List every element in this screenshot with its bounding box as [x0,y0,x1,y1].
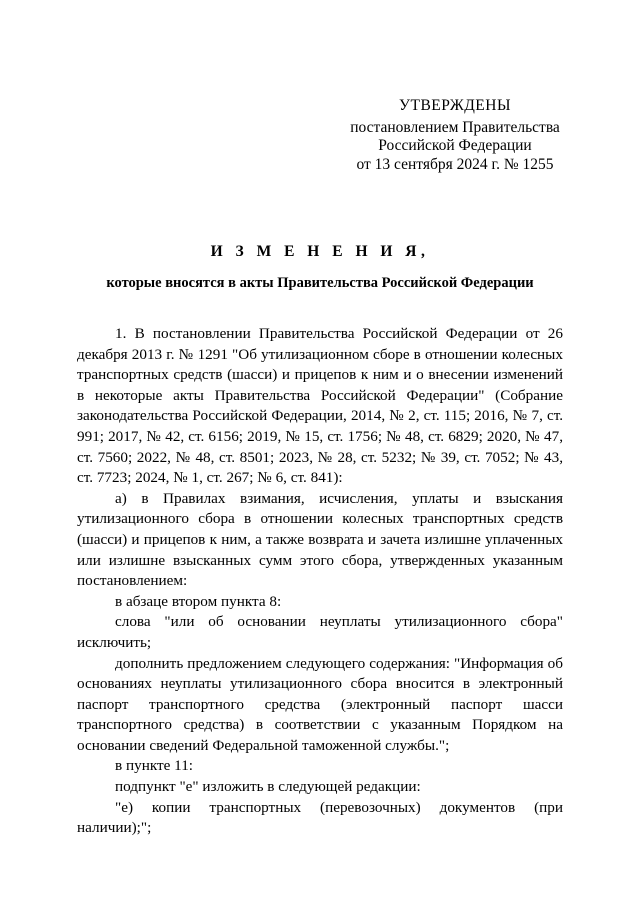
approval-stamp [340,97,570,174]
paragraph: дополнить предложением следующего содержания: "Информация об основаниях неуплаты утилизационного сбора вносится в электронный паспорт транспортного средства (электронный паспорт шасси транспортного средства) в соответствии с указанным Порядком на основании сведений Федеральной таможенной службы."; [77,654,563,754]
approval-line: постановлением Правительства [350,118,560,136]
paragraph: а) в Правилах взимания, исчисления, уплаты и взыскания утилизационного сбора в отношении колесных транспортных средств (шасси) и прицепов к ним, а также возврата и зачета излишне уплаченных или излишне взысканных сумм этого сбора, утвержденных указанным постановлением: [77,489,563,590]
paragraph: 1. В постановлении Правительства Российской Федерации от 26 декабря 2013 г. № 1291 "Об утилизационном сборе в отношении колесных транспортных средств (шасси) и прицепов к ним и о внесении изменений в некоторые акты Правительства Российской Федерации" (Собрание законодательства Российской Федерации, 2014, № 2, ст. 115; 2016, № 7, ст. 991; 2017, № 42, ст. 6156; 2019, № 15, ст. 1756; № 48, ст. 6829; 2020, № 47, ст. 7560; 2022, № 48, ст. 8501; 2023, № 28, ст. 5232; № 39, ст. 7052; № 43, ст. 7723; 2024, № 1, ст. 267; № 6, ст. 841): [77,325,563,487]
paragraph: "е) копии транспортных (перевозочных) документов (при наличии);"; [77,798,563,837]
document-title: И З М Е Н Е Н И Я, [210,243,430,260]
paragraph: слова "или об основании неуплаты утилизационного сбора" исключить; [77,613,563,651]
paragraph: в абзаце втором пункта 8: [115,592,282,610]
document-heading [70,242,570,293]
approval-heading: УТВЕРЖДЕНЫ [399,97,511,114]
approval-line: Российской Федерации [378,137,532,154]
paragraph: подпункт "е" изложить в следующей редакции: [115,778,421,796]
paragraph: в пункте 11: [115,757,194,775]
document-body [77,324,563,839]
approval-date-number: от 13 сентября 2024 г. № 1255 [356,155,554,173]
document-subtitle: которые вносятся в акты Правительства Российской Федерации [106,275,534,291]
